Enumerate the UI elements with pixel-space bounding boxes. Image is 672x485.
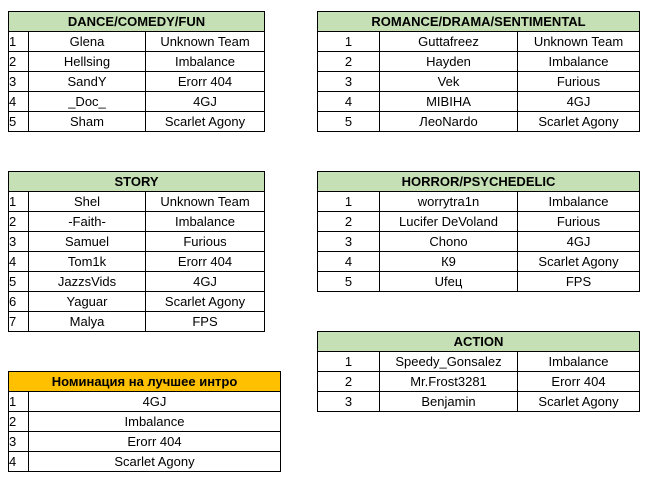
table-intro bbox=[8, 371, 281, 472]
participant-name: Sham bbox=[29, 112, 146, 132]
rank: 4 bbox=[318, 252, 380, 272]
rank: 2 bbox=[9, 412, 29, 432]
table-row bbox=[318, 112, 640, 132]
table-row bbox=[318, 192, 640, 212]
participant-name: MIBIHA bbox=[380, 92, 518, 112]
table-row bbox=[9, 212, 265, 232]
rank: 5 bbox=[9, 272, 29, 292]
table-title: DANCE/COMEDY/FUN bbox=[9, 12, 265, 32]
rank: 1 bbox=[9, 32, 29, 52]
participant-name: Hellsing bbox=[29, 52, 146, 72]
table-title: Номинация на лучшее интро bbox=[9, 372, 281, 392]
team-name: Imbalance bbox=[518, 192, 640, 212]
table-row bbox=[318, 212, 640, 232]
team-name: Imbalance bbox=[518, 52, 640, 72]
rank: 5 bbox=[9, 112, 29, 132]
rank: 3 bbox=[9, 232, 29, 252]
rank: 6 bbox=[9, 292, 29, 312]
participant-name: Tom1k bbox=[29, 252, 146, 272]
participant-name: Hayden bbox=[380, 52, 518, 72]
table-row bbox=[9, 272, 265, 292]
rank: 4 bbox=[9, 92, 29, 112]
rank: 7 bbox=[9, 312, 29, 332]
team-name: FPS bbox=[518, 272, 640, 292]
rank: 1 bbox=[9, 392, 29, 412]
rank: 2 bbox=[318, 212, 380, 232]
table-row bbox=[9, 412, 281, 432]
table-title: HORROR/PSYCHEDELIC bbox=[318, 172, 640, 192]
table-row bbox=[9, 392, 281, 412]
team-name: Scarlet Agony bbox=[518, 112, 640, 132]
team-name: Erorr 404 bbox=[146, 252, 265, 272]
team-name: FPS bbox=[146, 312, 265, 332]
team-name: Unknown Team bbox=[146, 32, 265, 52]
rank: 4 bbox=[318, 92, 380, 112]
team-name: Scarlet Agony bbox=[518, 392, 640, 412]
table-row bbox=[318, 272, 640, 292]
team-name: 4GJ bbox=[146, 92, 265, 112]
participant-name: Yaguar bbox=[29, 292, 146, 312]
table-row bbox=[9, 432, 281, 452]
table-row bbox=[9, 52, 265, 72]
participant-name: worrytra1n bbox=[380, 192, 518, 212]
table-row bbox=[318, 52, 640, 72]
participant-name: ЛеоNardo bbox=[380, 112, 518, 132]
table-title: STORY bbox=[9, 172, 265, 192]
team-name: Unknown Team bbox=[518, 32, 640, 52]
table-action bbox=[317, 331, 640, 412]
rank: 2 bbox=[318, 52, 380, 72]
rank: 5 bbox=[318, 112, 380, 132]
team-name: Furious bbox=[518, 72, 640, 92]
rank: 3 bbox=[318, 72, 380, 92]
participant-name: Speedy_Gonsalez bbox=[380, 352, 518, 372]
team-name: Scarlet Agony bbox=[518, 252, 640, 272]
table-row bbox=[9, 252, 265, 272]
table-row bbox=[9, 232, 265, 252]
participant-name: Glena bbox=[29, 32, 146, 52]
table-row bbox=[9, 112, 265, 132]
table-horror bbox=[317, 171, 640, 292]
rank: 1 bbox=[9, 192, 29, 212]
team-name: 4GJ bbox=[518, 92, 640, 112]
table-title: ROMANCE/DRAMA/SENTIMENTAL bbox=[318, 12, 640, 32]
rank: 3 bbox=[318, 232, 380, 252]
table-row bbox=[9, 192, 265, 212]
rank: 2 bbox=[318, 372, 380, 392]
table-row bbox=[9, 452, 281, 472]
participant-name: Benjamin bbox=[380, 392, 518, 412]
table-row bbox=[318, 92, 640, 112]
rank: 3 bbox=[9, 72, 29, 92]
team-name: 4GJ bbox=[518, 232, 640, 252]
team-name: Scarlet Agony bbox=[146, 292, 265, 312]
participant-name: Vek bbox=[380, 72, 518, 92]
rank: 3 bbox=[318, 392, 380, 412]
participant-name: Mr.Frost3281 bbox=[380, 372, 518, 392]
rank: 1 bbox=[318, 32, 380, 52]
table-dance bbox=[8, 11, 265, 132]
table-row bbox=[318, 392, 640, 412]
team-name: Furious bbox=[146, 232, 265, 252]
team-name: Imbalance bbox=[146, 212, 265, 232]
team-name: Scarlet Agony bbox=[146, 112, 265, 132]
team-name: 4GJ bbox=[29, 392, 281, 412]
participant-name: Lucifer DeVoland bbox=[380, 212, 518, 232]
participant-name: К9 bbox=[380, 252, 518, 272]
table-row bbox=[318, 372, 640, 392]
team-name: Furious bbox=[518, 212, 640, 232]
participant-name: SandY bbox=[29, 72, 146, 92]
team-name: Imbalance bbox=[29, 412, 281, 432]
rank: 4 bbox=[9, 252, 29, 272]
table-row bbox=[9, 312, 265, 332]
table-story bbox=[8, 171, 265, 332]
participant-name: _Doc_ bbox=[29, 92, 146, 112]
team-name: Imbalance bbox=[146, 52, 265, 72]
participant-name: Samuel bbox=[29, 232, 146, 252]
team-name: Erorr 404 bbox=[146, 72, 265, 92]
table-row bbox=[318, 72, 640, 92]
participant-name: Chono bbox=[380, 232, 518, 252]
team-name: 4GJ bbox=[146, 272, 265, 292]
rank: 2 bbox=[9, 212, 29, 232]
rank: 4 bbox=[9, 452, 29, 472]
table-row bbox=[318, 32, 640, 52]
rank: 2 bbox=[9, 52, 29, 72]
participant-name: Malya bbox=[29, 312, 146, 332]
table-romance bbox=[317, 11, 640, 132]
table-title: ACTION bbox=[318, 332, 640, 352]
team-name: Unknown Team bbox=[146, 192, 265, 212]
team-name: Erorr 404 bbox=[29, 432, 281, 452]
rank: 3 bbox=[9, 432, 29, 452]
team-name: Scarlet Agony bbox=[29, 452, 281, 472]
table-row bbox=[318, 352, 640, 372]
team-name: Imbalance bbox=[518, 352, 640, 372]
table-row bbox=[9, 292, 265, 312]
table-row bbox=[9, 32, 265, 52]
participant-name: Ufeц bbox=[380, 272, 518, 292]
rank: 1 bbox=[318, 352, 380, 372]
participant-name: Shel bbox=[29, 192, 146, 212]
participant-name: JazzsVids bbox=[29, 272, 146, 292]
table-row bbox=[9, 72, 265, 92]
table-row bbox=[318, 232, 640, 252]
table-row bbox=[318, 252, 640, 272]
participant-name: -Faith- bbox=[29, 212, 146, 232]
rank: 1 bbox=[318, 192, 380, 212]
table-row bbox=[9, 92, 265, 112]
team-name: Erorr 404 bbox=[518, 372, 640, 392]
rank: 5 bbox=[318, 272, 380, 292]
participant-name: Guttafreez bbox=[380, 32, 518, 52]
